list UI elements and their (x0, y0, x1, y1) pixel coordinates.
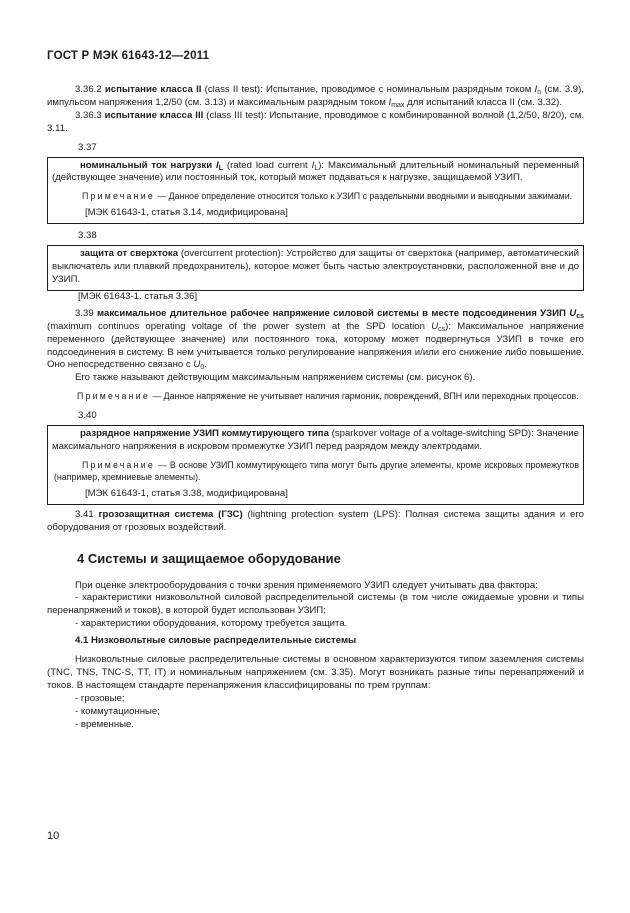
symbol: U (569, 307, 577, 319)
clause-text: (sparkover voltage of a voltage-switching SPD): Значение максимального напряжения в искровом промежутке УЗИП перед разрядом между электродами. (52, 428, 579, 453)
page-content (47, 84, 584, 732)
symbol: U (193, 359, 201, 371)
term: испытание класса II (104, 84, 202, 95)
list-item: - характеристики оборудования, которому требуется защита. (75, 618, 348, 630)
subsection-title: 4.1 Низковольтные силовые распределительные системы (75, 635, 357, 647)
symbol: I (216, 159, 219, 171)
list-item: - характеристики низковольтной силовой распределительной системы (в том числе ожидаемые уровни и типы перенапряжений и токов), в которой будет использован УЗИП; (47, 592, 584, 617)
clause-text: (см. 3.9), импульсом напряжения 1,2/50 (см. 3.13) и максимальным разрядным током (47, 84, 585, 108)
clause-text: ): Максимальный длительный номинальный переменный (действующее значение) или постоянный ток, который может подаваться к нагрузке, защищаемой УЗИП. (52, 159, 580, 184)
definition-box-3-38 (47, 245, 584, 291)
clause-number-3-37: 3.37 (78, 141, 97, 153)
term: защита от сверхтока (80, 248, 179, 260)
note (54, 459, 579, 483)
note-text: — В основе УЗИП коммутирующего типа могут быть другие элементы, кроме искровых промежутков (например, кремниевые элементы). (54, 459, 579, 482)
clause-number: 3.36.2 (75, 84, 102, 95)
note-label: Примечание (77, 391, 150, 402)
section-intro: При оценке электрооборудования с точки зрения применяемого УЗИП следует учитывать два фактора: (75, 579, 538, 591)
subscript: 0 (200, 364, 205, 372)
subscript: cs (576, 312, 584, 320)
note-text: — Данное напряжение не учитывает наличия гармоник, повреждений, ВПН или переходных процессов. (152, 391, 579, 402)
note-text: — Данное определение относится только к УЗИП с раздельными вводными и выводными зажимами. (157, 191, 573, 202)
note-label: Примечание (82, 459, 155, 470)
subscript: L (218, 164, 223, 172)
definition-box-3-40 (47, 425, 584, 505)
clause-number-3-40: 3.40 (78, 410, 97, 422)
definition-text: номинальный ток нагрузки $I_L$ (rated load current $I_L$): Максимальный длительный номинальный переменный (действующее значение) или постоянный ток, который может подаваться к нагрузке, защищаемой УЗИП. (52, 159, 580, 184)
list-item: - коммутационные; (75, 705, 160, 717)
definition-text (52, 248, 579, 287)
section-title: 4 Системы и защищаемое оборудование (77, 550, 341, 566)
definition-text (52, 428, 579, 454)
note-label: Примечание (82, 191, 155, 202)
document-header: ГОСТ Р МЭК 61643-12—2011 (47, 50, 210, 62)
clause-3-39-extra: Его также называют действующим максимальным напряжением системы (см. рисунок 6). (75, 372, 476, 384)
reference: [МЭК 61643-1, статья 3.14, модифицирована] (85, 207, 288, 219)
clause-number-3-38: 3.38 (78, 230, 97, 242)
clause-3-41 (47, 509, 584, 535)
note (54, 190, 579, 202)
term: максимальное длительное рабочее напряжение силовой системы в месте подсоединения УЗИП (97, 307, 566, 319)
note (49, 390, 584, 402)
clause-text: (class III test): Испытание, проводимое с комбинированной волной (1,2/50, 8/20), см. 3.11. (47, 109, 584, 134)
clause-number: 3.36.3 (75, 109, 102, 121)
clause-text: ): Максимальное напряжение переменного (действующее значение) или постоянного тока, которому может подвергнуться УЗИП в точке его подсоединения в систему. В нем учитывается только регулирование напряжения и/или его снижение либо повышение. Оно непосредственно связано с (47, 320, 584, 371)
subscript: max (391, 101, 405, 109)
symbol: I (388, 96, 392, 108)
subscript: n (537, 89, 542, 96)
list-item: - грозовые; (75, 692, 125, 704)
clause-text: (rated load current (226, 159, 308, 171)
clause-3-39: 3.39 максимальное длительное рабочее напряжение силовой системы в месте подсоединения УЗИП $U_{cs}$ (maximum continuos operating voltage of the power system at the SPD location $U_{cs}$): Максимальное напряжение переменного (действующее значение) или постоянного тока, которому может подвергнуться УЗИП в точке его подсоединения в систему. В нем учитывается только регулирование напряжения и/или его снижение либо повышение. Оно непосредственно связано с $U_0$. (47, 307, 584, 372)
list-item: - временные. (75, 718, 135, 730)
symbol: I (534, 84, 538, 95)
term: испытание класса III (104, 109, 204, 121)
clause-number: 3.41 (75, 508, 94, 520)
page-number: 10 (47, 830, 60, 842)
term: разрядное напряжение УЗИП коммутирующего типа (80, 428, 329, 440)
term: грозозащитная система (ГЗС) (98, 508, 243, 520)
clause-3-36-3 (47, 110, 584, 136)
clause-text: (maximum continuos operating voltage of the power system at the SPD location (47, 320, 425, 332)
clause-text: (class II test): Испытание, проводимое с номинальным разрядным током (204, 84, 532, 95)
reference: [МЭК 61643-1, статья 3.38, модифицирована] (85, 487, 288, 499)
definition-box-3-37 (47, 157, 584, 225)
clause-text: . (204, 359, 207, 371)
reference: [МЭК 61643-1. статья 3.36] (78, 290, 198, 302)
term: номинальный ток нагрузки (80, 159, 213, 171)
clause-text: (overcurrent protection): Устройство для защиты от сверхтока (например, автоматический выключатель или плавкий предохранитель), которое может быть частью электроустановки, расположенной вне и до УЗИП. (52, 248, 579, 285)
clause-text: (lightning protection system (LPS): Полная система защиты здания и его оборудования от грозовых воздействий. (47, 508, 584, 533)
clause-text: для испытаний класса II (см. 3.32). (407, 96, 562, 108)
clause-number: 3.39 (75, 307, 94, 319)
subsection-text: Низковольтные силовые распределительные системы в основном характеризуются типом заземления системы (TNC, TNS, TNC-S, TT, IT) и номинальным напряжением (см. 3.35). Могут возникать разные типы перенапряжений и токов. В настоящем стандарте перенапряжения классифицированы по трем группам: (47, 654, 584, 691)
clause-3-36-2 (47, 84, 584, 110)
